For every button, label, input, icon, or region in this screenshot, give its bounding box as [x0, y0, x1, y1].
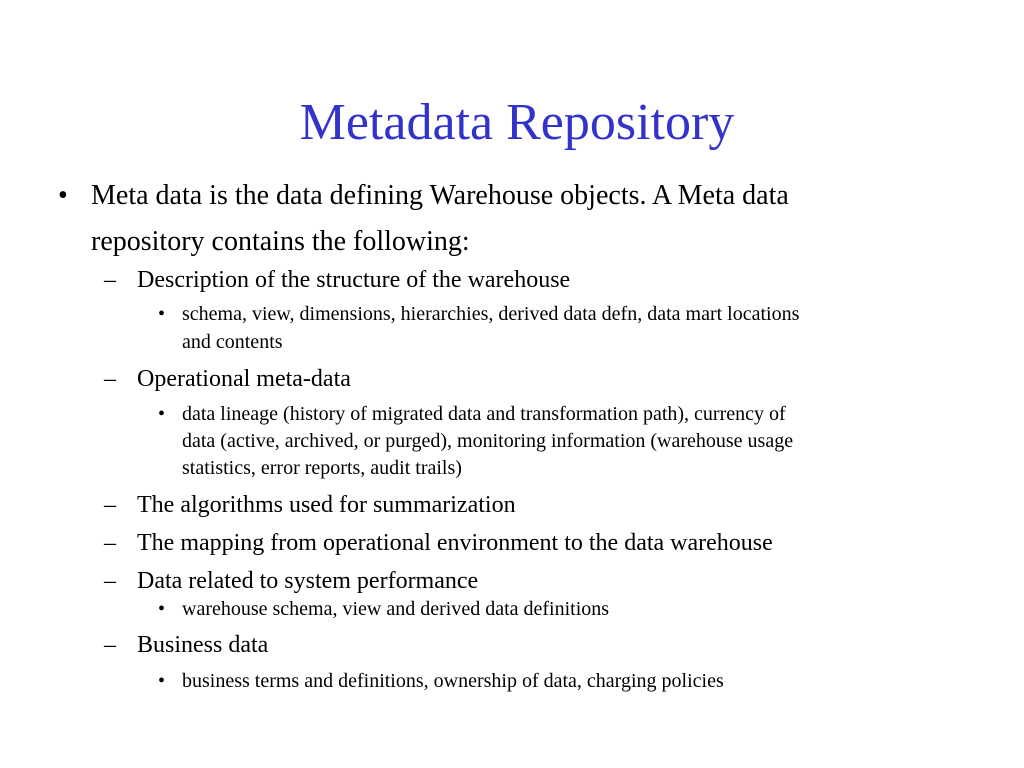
- dash-marker: –: [104, 632, 116, 658]
- bullet-marker: •: [158, 670, 166, 692]
- sub-sub-bullet-text: data lineage (history of migrated data and transformation path), currency of: [182, 403, 786, 425]
- bullet-marker: •: [158, 598, 166, 620]
- dash-marker: –: [104, 267, 116, 293]
- dash-marker: –: [104, 492, 116, 518]
- sub-sub-bullet-text: statistics, error reports, audit trails): [182, 457, 462, 479]
- dash-marker: –: [104, 568, 116, 594]
- sub-bullet-text: The algorithms used for summarization: [137, 492, 516, 518]
- dash-marker: –: [104, 366, 116, 392]
- sub-bullet-text: The mapping from operational environment to the data warehouse: [137, 530, 773, 556]
- bullet-marker: •: [58, 180, 68, 211]
- sub-sub-bullet-text: data (active, archived, or purged), monitoring information (warehouse usage: [182, 430, 794, 452]
- sub-bullet-text: Description of the structure of the warehouse: [137, 267, 571, 293]
- sub-bullet-text: Business data: [137, 632, 269, 658]
- dash-marker: –: [104, 530, 116, 556]
- bullet-marker: •: [158, 403, 166, 425]
- sub-sub-bullet-text: and contents: [182, 331, 283, 353]
- slide-title: Metadata Repository: [299, 94, 735, 151]
- bullet-marker: •: [158, 303, 166, 325]
- sub-bullet-text: Operational meta-data: [137, 366, 351, 392]
- bullet-text-line: repository contains the following:: [91, 226, 470, 257]
- sub-sub-bullet-text: warehouse schema, view and derived data definitions: [182, 598, 610, 620]
- sub-bullet-text: Data related to system performance: [137, 568, 479, 594]
- sub-sub-bullet-text: business terms and definitions, ownership of data, charging policies: [182, 670, 724, 692]
- bullet-text-line: Meta data is the data defining Warehouse objects. A Meta data: [91, 180, 789, 211]
- sub-sub-bullet-text: schema, view, dimensions, hierarchies, derived data defn, data mart locations: [182, 303, 800, 325]
